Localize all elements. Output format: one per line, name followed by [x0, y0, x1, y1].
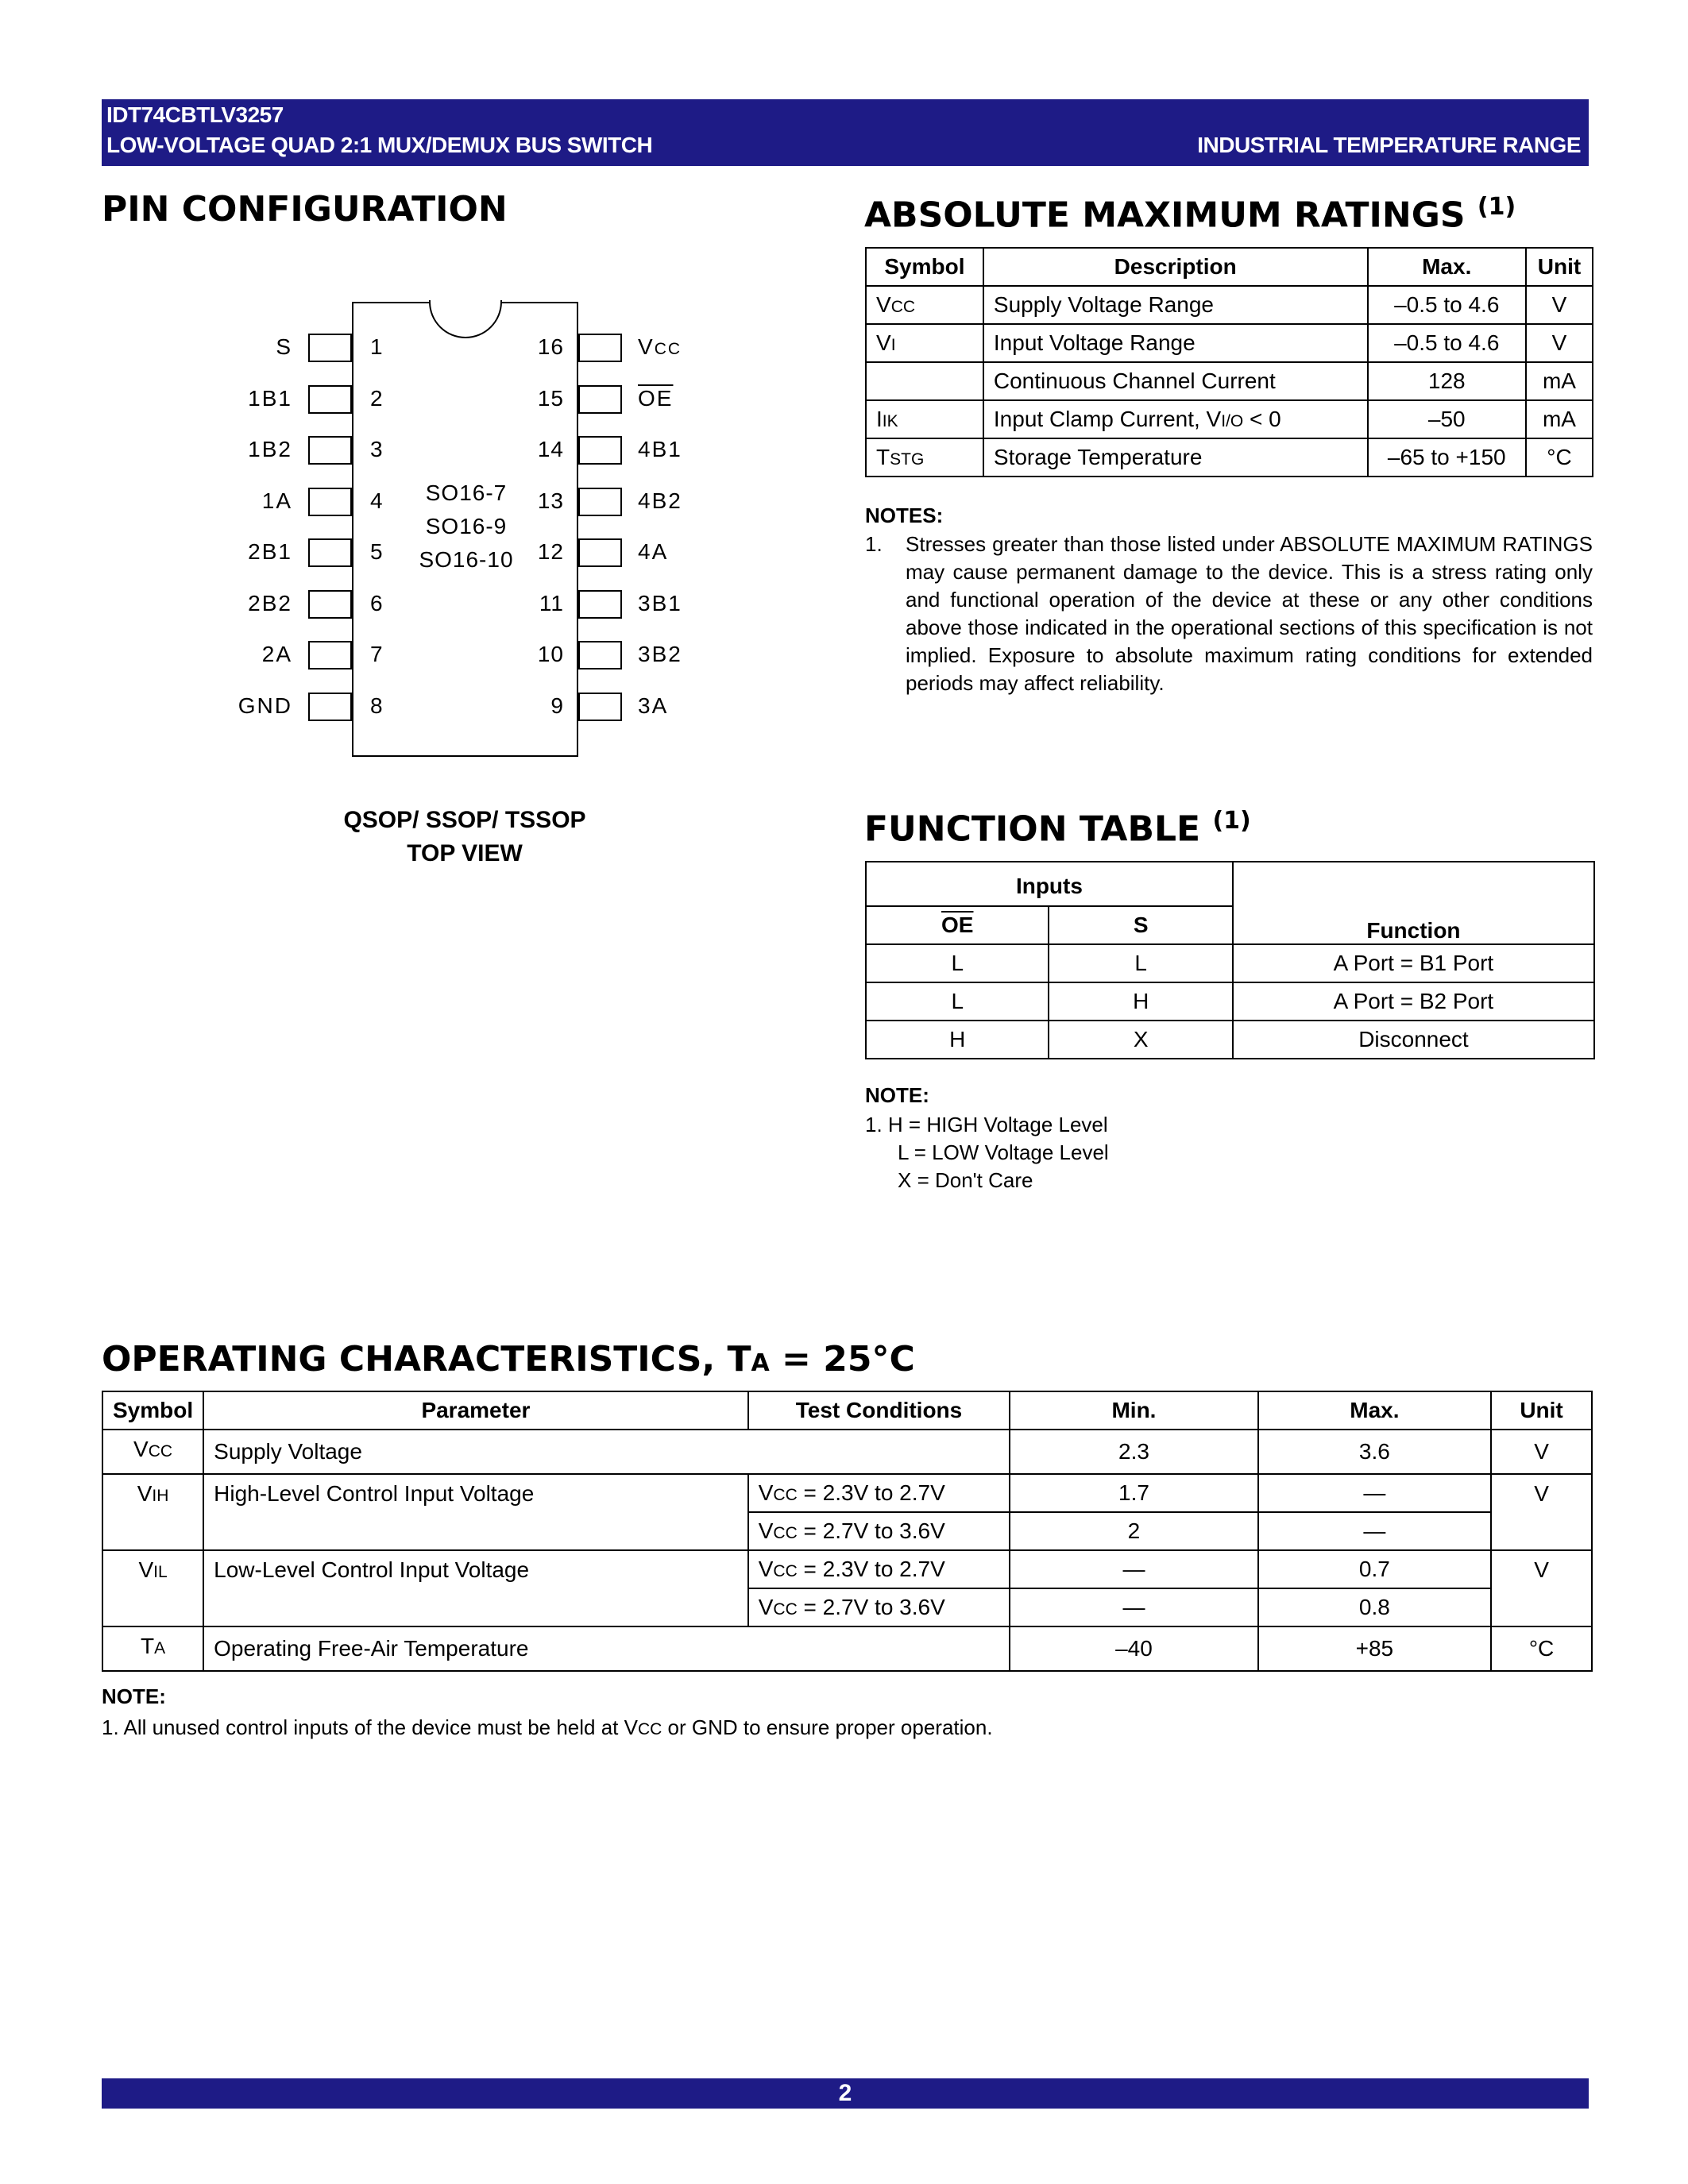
description-cell [983, 400, 1368, 438]
pin-number: 4 [370, 488, 384, 513]
oe-header: $\overline{OE}$ [866, 906, 1049, 944]
pin-label-text: 3B1 [638, 590, 682, 615]
parameter-cell: Operating Free-Air Temperature [203, 1626, 1010, 1671]
abs-notes-label: NOTES: [865, 504, 944, 527]
col-header: Unit [1526, 248, 1593, 286]
table-row [866, 944, 1594, 982]
pin-label: 1B1 [248, 385, 292, 411]
symbol-sub: IK [882, 412, 898, 430]
condition-text: = 2.7V to 3.6V [803, 1595, 945, 1619]
col-header: Unit [1491, 1391, 1592, 1430]
pin-label [638, 642, 682, 667]
pin-label-text: 4A [638, 539, 669, 564]
min-cell: 2 [1010, 1512, 1257, 1550]
description: Input Clamp Current, V [993, 407, 1222, 431]
min-cell: — [1010, 1588, 1257, 1626]
symbol-sub: CC [890, 298, 916, 316]
unit-cell: °C [1526, 438, 1593, 477]
pin-pad [578, 590, 622, 619]
description: Input Voltage Range [993, 330, 1196, 355]
pin-number: 6 [370, 590, 384, 615]
pin-number: 15 [537, 385, 564, 411]
pin-config-title: PIN CONFIGURATION [102, 189, 508, 230]
package-list [395, 477, 538, 577]
pin-label-text: V [638, 334, 655, 359]
parameter-cell: Supply Voltage [203, 1430, 1010, 1474]
min-cell: — [1010, 1550, 1257, 1588]
symbol: T [141, 1634, 155, 1658]
pin-pad [308, 436, 352, 465]
view-line-2: TOP VIEW [407, 840, 523, 866]
op-note-tail: or GND to ensure proper operation. [662, 1715, 993, 1739]
pin-label-text: 3B2 [638, 642, 682, 666]
symbol-sub: A [154, 1639, 166, 1657]
function-table-title [864, 807, 1251, 850]
op-note [102, 1714, 993, 1743]
abs-note-1 [865, 531, 1593, 697]
symbol: V [138, 1557, 154, 1582]
function-note [865, 1111, 1109, 1194]
max-cell: 0.7 [1258, 1550, 1491, 1588]
unit-cell: °C [1491, 1626, 1592, 1671]
condition-prefix-sub: CC [773, 1562, 798, 1580]
condition-text: = 2.7V to 3.6V [803, 1518, 945, 1543]
pin-number: 14 [537, 437, 564, 461]
max-cell: 128 [1368, 362, 1526, 400]
condition-cell [748, 1550, 1010, 1588]
unit-cell: V [1526, 324, 1593, 362]
pin-label-text: 3A [638, 693, 669, 718]
pin-number: 8 [370, 693, 384, 718]
unit-cell: mA [1526, 362, 1593, 400]
oe-cell: L [866, 982, 1049, 1021]
table-row [102, 1626, 1592, 1671]
symbol-cell [102, 1474, 203, 1550]
oe-cell: L [866, 944, 1049, 982]
symbol: V [876, 292, 891, 317]
max-cell: 3.6 [1258, 1430, 1491, 1474]
symbol: T [876, 445, 890, 469]
table-row [866, 362, 1593, 400]
pin-pad [308, 590, 352, 619]
pin-label: S [276, 334, 292, 359]
col-header: Symbol [866, 248, 983, 286]
table-row [866, 438, 1593, 477]
description-cell [983, 324, 1368, 362]
function-title-text: FUNCTION TABLE [864, 808, 1201, 850]
pin-pad [308, 488, 352, 516]
table-row [866, 400, 1593, 438]
max-cell: +85 [1258, 1626, 1491, 1671]
pin-number: 10 [537, 642, 564, 666]
unit-cell: V [1526, 286, 1593, 324]
pin-pad [578, 436, 622, 465]
package-view-caption [302, 804, 628, 870]
condition-prefix: V [758, 1518, 774, 1543]
header-band [102, 99, 1589, 166]
pin-label: GND [238, 693, 292, 718]
op-note-sub: CC [637, 1720, 662, 1738]
max-cell: — [1258, 1474, 1491, 1512]
pin-pad [308, 385, 352, 414]
pin-number: 16 [537, 334, 564, 359]
symbol-sub: IL [153, 1563, 168, 1581]
description: Supply Voltage Range [993, 292, 1214, 317]
function-cell: Disconnect [1233, 1021, 1594, 1059]
pin-label: 1B2 [248, 437, 292, 461]
op-char-title-sub: A [751, 1349, 770, 1377]
symbol-sub: IH [152, 1487, 169, 1505]
max-cell: — [1258, 1512, 1491, 1550]
col-header: Min. [1010, 1391, 1257, 1430]
pin-number: 9 [550, 693, 564, 718]
view-line-1: QSOP/ SSOP/ TSSOP [343, 807, 586, 833]
max-cell: –65 to +150 [1368, 438, 1526, 477]
min-cell: 1.7 [1010, 1474, 1257, 1512]
inputs-header: Inputs [866, 862, 1233, 906]
temperature-range: INDUSTRIAL TEMPERATURE RANGE [1197, 133, 1581, 157]
symbol-cell [102, 1626, 203, 1671]
s-cell: L [1049, 944, 1232, 982]
pin-label [638, 539, 668, 565]
unit-cell: mA [1526, 400, 1593, 438]
pin-pad [578, 538, 622, 567]
package-name: SO16-10 [419, 547, 514, 572]
note-number: 1. [865, 532, 883, 556]
col-header: Symbol [102, 1391, 203, 1430]
function-cell: A Port = B2 Port [1233, 982, 1594, 1021]
table-row [866, 324, 1593, 362]
pin-label-text: 4B1 [638, 437, 682, 461]
symbol-cell [866, 324, 983, 362]
table-row [102, 1430, 1592, 1474]
symbol-cell [102, 1550, 203, 1626]
pin-label: 1A [261, 488, 292, 513]
symbol-cell [102, 1430, 203, 1474]
pin-label: 2B2 [248, 590, 292, 615]
page-number: 2 [838, 2080, 852, 2106]
pin-label-text: $\overline{OE}$ [638, 385, 674, 411]
note-line: X = Don't Care [898, 1168, 1033, 1192]
pin-number: 13 [537, 488, 564, 513]
symbol-sub: I [890, 336, 896, 354]
symbol-cell [866, 400, 983, 438]
table-row [866, 1021, 1594, 1059]
function-header: Function [1233, 862, 1594, 944]
pin-pad [308, 334, 352, 362]
s-cell: X [1049, 1021, 1232, 1059]
pin-label-sub: CC [654, 340, 682, 358]
op-char-table [102, 1391, 1593, 1672]
symbol: V [137, 1481, 153, 1506]
op-char-title-tail: = 25°C [769, 1339, 915, 1379]
condition-prefix-sub: CC [773, 1524, 798, 1542]
pin-label: 2B1 [248, 539, 292, 564]
abs-max-title-text: ABSOLUTE MAXIMUM RATINGS [864, 195, 1466, 236]
parameter-cell: Low-Level Control Input Voltage [203, 1550, 748, 1626]
op-note-label: NOTE: [102, 1684, 166, 1708]
condition-text: = 2.3V to 2.7V [803, 1557, 945, 1581]
symbol-sub: STG [890, 450, 925, 469]
note-text: Stresses greater than those listed under ABSOLUTE MAXIMUM RATINGS may cause permanent damage to the device. This is a stress rating only and functional operation of the device at these or any other conditions above those indicated in the operational sections of this specification is not implied. Exposure to absolute maximum rating conditions for extended periods may affect reliability. [906, 532, 1593, 695]
pin-pad [578, 385, 622, 414]
pin-number: 11 [539, 590, 564, 615]
col-header: Description [983, 248, 1368, 286]
max-cell: –50 [1368, 400, 1526, 438]
pin-label [638, 386, 673, 411]
pin-pad [578, 693, 622, 721]
pin-pad [578, 641, 622, 669]
pin-label [638, 693, 668, 719]
pin-label: 2A [261, 642, 292, 666]
footer-band [102, 2078, 1589, 2109]
op-char-title [102, 1339, 915, 1379]
pin-number: 5 [370, 539, 384, 564]
condition-cell [748, 1512, 1010, 1550]
symbol-cell [866, 362, 983, 400]
symbol-cell [866, 438, 983, 477]
max-cell: 0.8 [1258, 1588, 1491, 1626]
min-cell: –40 [1010, 1626, 1257, 1671]
pin-number: 3 [370, 437, 384, 461]
part-number: IDT74CBTLV3257 [106, 102, 284, 127]
condition-prefix: V [758, 1557, 774, 1581]
device-subtitle: LOW-VOLTAGE QUAD 2:1 MUX/DEMUX BUS SWITCH [106, 133, 653, 157]
pin-label [638, 591, 682, 616]
description-cell [983, 438, 1368, 477]
s-header: S [1049, 906, 1232, 944]
condition-prefix-sub: CC [773, 1486, 798, 1504]
condition-prefix: V [758, 1595, 774, 1619]
max-cell: –0.5 to 4.6 [1368, 324, 1526, 362]
col-header: Parameter [203, 1391, 748, 1430]
symbol: V [133, 1437, 149, 1461]
condition-text: = 2.3V to 2.7V [803, 1480, 945, 1505]
pin-label [638, 437, 682, 462]
table-row [102, 1474, 1592, 1512]
package-name: SO16-7 [425, 480, 508, 505]
function-title-ref: (1) [1212, 807, 1251, 835]
symbol: I [876, 407, 883, 431]
package-name: SO16-9 [425, 514, 508, 538]
pin-pad [308, 538, 352, 567]
symbol-cell [866, 286, 983, 324]
pin-number: 7 [370, 642, 384, 666]
symbol: V [876, 330, 891, 355]
min-cell: 2.3 [1010, 1430, 1257, 1474]
function-table [865, 861, 1595, 1059]
s-cell: H [1049, 982, 1232, 1021]
condition-cell [748, 1474, 1010, 1512]
oe-cell: H [866, 1021, 1049, 1059]
note-line: L = LOW Voltage Level [898, 1140, 1109, 1164]
condition-cell [748, 1588, 1010, 1626]
description-sub: I/O [1221, 412, 1244, 430]
pin-label [638, 488, 682, 514]
max-cell: –0.5 to 4.6 [1368, 286, 1526, 324]
function-note-label: NOTE: [865, 1083, 929, 1107]
abs-max-title-ref: (1) [1477, 193, 1516, 221]
description-cell [983, 286, 1368, 324]
description-tail: < 0 [1243, 407, 1281, 431]
condition-prefix-sub: CC [773, 1600, 798, 1619]
pin-label [638, 334, 682, 360]
parameter-cell: High-Level Control Input Voltage [203, 1474, 748, 1550]
abs-max-title [864, 193, 1516, 236]
function-cell: A Port = B1 Port [1233, 944, 1594, 982]
abs-max-table [865, 247, 1593, 477]
pin-number: 2 [370, 385, 384, 411]
description: Continuous Channel Current [993, 369, 1276, 393]
description: Storage Temperature [993, 445, 1203, 469]
col-header: Max. [1258, 1391, 1491, 1430]
col-header: Max. [1368, 248, 1526, 286]
unit-cell: V [1491, 1550, 1592, 1626]
pin-number: 12 [537, 539, 564, 564]
pin-label-text: 4B2 [638, 488, 682, 513]
unit-cell: V [1491, 1474, 1592, 1550]
pin-pad [578, 488, 622, 516]
note-line: 1. H = HIGH Voltage Level [865, 1113, 1108, 1136]
unit-cell: V [1491, 1430, 1592, 1474]
col-header: Test Conditions [748, 1391, 1010, 1430]
table-row [102, 1550, 1592, 1588]
description-cell [983, 362, 1368, 400]
table-row [866, 982, 1594, 1021]
pin-pad [308, 641, 352, 669]
pin-pad [308, 693, 352, 721]
symbol-sub: CC [148, 1442, 173, 1461]
op-note-text: 1. All unused control inputs of the device must be held at V [102, 1715, 638, 1739]
op-char-title-text: OPERATING CHARACTERISTICS, T [102, 1339, 751, 1379]
condition-prefix: V [758, 1480, 774, 1505]
table-row [866, 286, 1593, 324]
pin-number: 1 [370, 334, 384, 359]
pin-pad [578, 334, 622, 362]
